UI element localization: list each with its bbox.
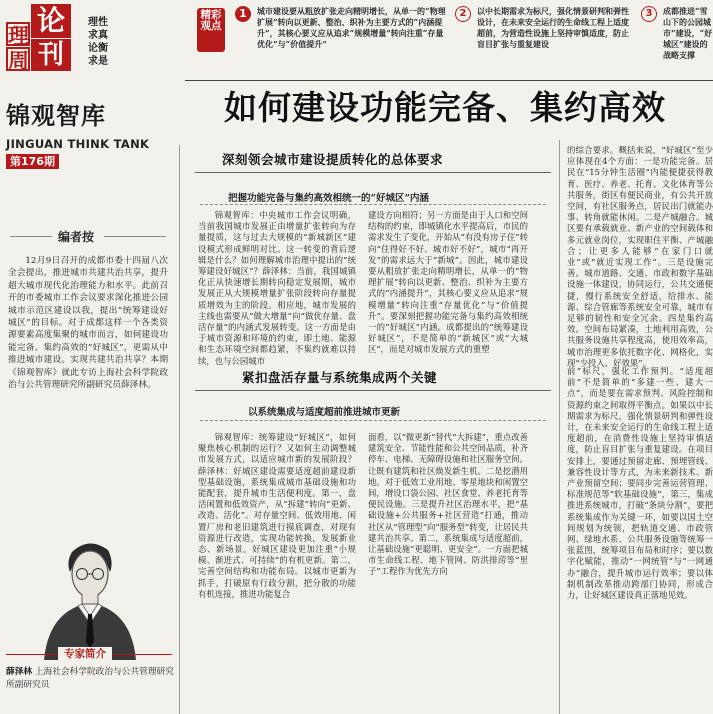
editor-note-paragraph: 12月9日召开的成都市委十四届八次全会提出，推进城市共建共治共享，提升超大城市现代化治理能力和水平。此前召开的市委城市工作会议要求深化推进公园城市示范区建设以我，提出“统筹建设好城区”的目标。对于成都这样一个各类资源要素高度集聚的城市而言，如何建设功能完备、集约高效的“好城区”，更需从中推进城市建设。实现共建共治共享？本期《锦观智库》就此专访上海社会科学院政治与公共管理研究所副研究员薛泽林。 (8, 256, 168, 391)
masthead (0, 0, 178, 175)
headline: 如何建设功能完备、集约高效 (224, 88, 666, 127)
logo-char-zhou: 周 (8, 48, 29, 73)
section2-subtitle: 以系统集成与适度超前推进城市更新 (248, 407, 401, 418)
editor-note-rule-right (104, 236, 166, 237)
editor-note-rule-left (10, 236, 52, 237)
highlight-text-1: 城市建设要从粗放扩张走向精明增长，从单一的“物理扩展”转向以更新、整治、织补为主要方式的“内涵提升”，其核心要义应从追求“规模增量”转向注重“存量优化”与“价值提升” (257, 6, 446, 49)
tagline-line: 求真 (88, 30, 108, 41)
column-name-label: 锦观智库 (6, 102, 106, 130)
masthead-tagline (88, 16, 112, 68)
logo-char-lun: 论 (31, 4, 71, 38)
column-english: JINGUAN THINK TANK (6, 137, 150, 151)
section2-col1-text: 锦观智库：统筹建设“好城区”，如何聚焦核心机制的运行？又如何主动调整城市发展方式，以适应城市新的发展阶段？薛泽林：好城区建设需要适度超前建设新型基础设施，系统集成城市基础设施和功能配套，提升城市生活便利度。第一，盘活闲置和低效资产，从“拆建”转向“更新、改造、活化”。对存量空间、低效用地、闲置厂房和老旧建筑进行摸底调查，对现有资源进行改造，实现功能转换，发展新业态、新场景。好城区建设更加注重“小规模、渐进式、可持续”的有机更新。第二，完善空间结构和功能布局。以城市更新为抓手，打破原有行政分割，把分散的功能有机连接，推进功能复合 (198, 432, 356, 599)
expert-bio-text: 上海社会科学院政治与公共管理研究所副研究员 (6, 667, 174, 690)
section1-col2-text: 建设方向相符；另一方面是由于人口和空间结构的约束，即城镇化水平提高后，市民的需求发生了变化，开始从“有没有房子住”转向“住得好不好、城市好不好”，城市“再开发”的需求远大于“新城”。因此，城市建设要从粗放扩张走向精明增长，从单一的“物理扩展”转向以更新、整治、织补为主要方式的“内涵提升”，其核心要义应从追求“规模增量”转向注重“存量优化”与“价值提升”。要深刻把握功能完备与集约高效相统一的“好城区”内涵。成都提出的“统筹建设好城区”，不是简单的“新城区”或“大城区”，而是对城市发展方式的重塑 (368, 210, 528, 355)
issue-badge: 第176期 (6, 154, 59, 169)
section2-subtitle-rule (200, 420, 546, 421)
section1-col3 (567, 145, 713, 368)
column-name (6, 92, 176, 132)
expert-block (0, 530, 178, 714)
column-name-text (6, 96, 106, 131)
left-column-rule (179, 145, 180, 714)
logo-char-li: 理 (8, 23, 29, 48)
section1-col1-text: 锦观智库：中央城市工作会议明确，当前我国城市发展正由增量扩张转向为存量提质，这与过去大规模的“新城新区”建设模式形成鲜明对比。这一转变的背后逻辑是什么？如何理解城市治理中提出的“统筹建设好城区”？薛泽林：当前，我国城镇化正从快速增长期转向稳定发展期，城市发展正从大规模增量扩张阶段转向存量提质增效为主的阶段。相应地，城市发展的主线也需要从“做大增量”向“做优存量、盘活存量”的内涵式发展转变。这一方面是由于城市资源和环境的约束，即土地、能源和生态环境空间都趋紧，不集约就难以持续，也与公园城市 (198, 210, 356, 366)
expert-name: 薛泽林 (6, 667, 33, 677)
highlights-divider (185, 80, 713, 81)
section1-title-rule (195, 172, 551, 173)
logo-char-kan: 刊 (31, 39, 71, 71)
section1-subtitle: 把握功能完备与集约高效相统一的“好城区”内涵 (228, 193, 429, 204)
section1-title: 深刻领会城市建设提质转化的总体要求 (222, 152, 444, 167)
right-column-rule (559, 140, 560, 714)
section2-col1 (198, 432, 356, 712)
tagline-line: 理性 (88, 17, 108, 28)
section1-col2 (368, 210, 528, 358)
highlight-item-2 (455, 6, 635, 74)
highlight-item-3 (641, 6, 713, 74)
editor-note-heading: 编者按 (58, 230, 95, 244)
section1-col1 (198, 210, 356, 366)
section1-col3-text: 的综合要求。概括来说，“好城区”至少应体现在4个方面：一是功能完备。居民在“15分钟生活圈”内能便捷获得教育、医疗、养老、托育、文化体育等公共服务，街区有便民商业，有公共开放空间，有社区服务点，居民出门就能办事、转角就能休闲。二是产城融合。城区要有承载就业、新产业的空间载体和多元就业岗位，实现职住平衡、产城融合；让更多人能够“在家门口就业”或“就近实现工作”。三是设施完善。城市道路、交通、市政和数字基础设施一体建设，协同运行，公共交通便捷，慢行系统安全舒适，给排水、能源、综合管廊等系统安全可靠，城市有足够的韧性和安全冗余。四是集约高效。空间布局紧凑，土地利用高效，公共服务设施共享程度高，使用效率高，城市治理更多依托数字化、网格化，实现“少投入、好效果”。 (567, 145, 713, 368)
highlight-num-2: 2 (455, 6, 471, 22)
highlight-num-1: 1 (235, 6, 251, 22)
highlight-text-2: 以中长期需求为标尺，强化情景研判和弹性设计，在未来安全运行的生命线工程上适度超前，为营造性设施上坚持审慎适度，防止盲目扩张与重复建设 (477, 6, 629, 49)
section2-col2-text: 面看，以“微更新”替代“大拆建”，重点改善建筑安全、节能性能和公共空间品质，补齐停车、电梯、无障碍设施和社区服务空间。让既有建筑和社区焕发新生机。二是挖潜用地。对于低效工业用地、零星地块和闲置空间，增设口袋公园、社区食堂、养老托育等便民设施。三是提升社区治理水平，把“基础设施+公共服务+社区营造”打通，推动社区从“管理型”向“服务型”转变，让居民共建共治共享。第二，系统集成与适度超前，让基础设施“更聪明、更安全”。一方面把城市生命线工程、地下管网、防洪排涝等“里子”工程作为优先方向 (368, 432, 528, 577)
tagline-line: 求是 (88, 56, 108, 67)
expert-bio (6, 666, 174, 706)
highlight-item-1 (235, 6, 449, 74)
highlight-text-3: 成都推进“雪山下的公园城市”建设，“好城区”建设的战略支撑 (663, 6, 713, 60)
section2-col3-text: 前”标尺，强化工作预判。“适度超前”不是简单的“多建一些、建大一点”，而是要在需求预判、风险控制和资源约束之间取得平衡点。如果以中长期需求为标尺，强化情景研判和弹性设计，在未来安全运行的生命线工程上适度超前，在消费性设施上坚持审慎适度，防止盲目扩张与重复建设。在项目安排上，要通过预留走廊、预埋管线、兼容性设计等方式，为未来新技术、新产业预留空间；要同步完善运营管理、标准规范等“软基础设施”，第三，集成推进系统城市，打破“条块分割”，要把系统集成作为关键一环，如要以国土空间规划为统领，把轨道交通、市政管网、绿地水系、公共服务设施等统筹一张蓝图，统筹项目布局和时序；要以数字化赋能，推动“一网统管”与“一网通办”融合，提升城市运行效率；要以体制机制改革推动跨部门协同，形成合力，让好城区建设真正落地见效。 (567, 366, 713, 601)
expert-portrait (34, 532, 144, 660)
highlights-label (197, 8, 229, 54)
masthead-logo (6, 4, 80, 73)
highlights-label-text: 精彩观点 (200, 9, 222, 32)
section2-col2 (368, 432, 528, 712)
highlights-bar (185, 0, 713, 78)
section2-title: 紧扣盘活存量与系统集成两个关键 (242, 370, 438, 385)
section2-title-rule (195, 390, 551, 391)
editor-note (0, 228, 176, 528)
tagline-line: 论衡 (88, 43, 108, 54)
highlight-num-3: 3 (641, 6, 657, 22)
expert-label (6, 647, 172, 661)
section2-col3 (567, 366, 713, 712)
section1-subtitle-rule (200, 204, 546, 205)
expert-label-text: 专家简介 (58, 647, 112, 661)
editor-note-body (8, 255, 168, 523)
